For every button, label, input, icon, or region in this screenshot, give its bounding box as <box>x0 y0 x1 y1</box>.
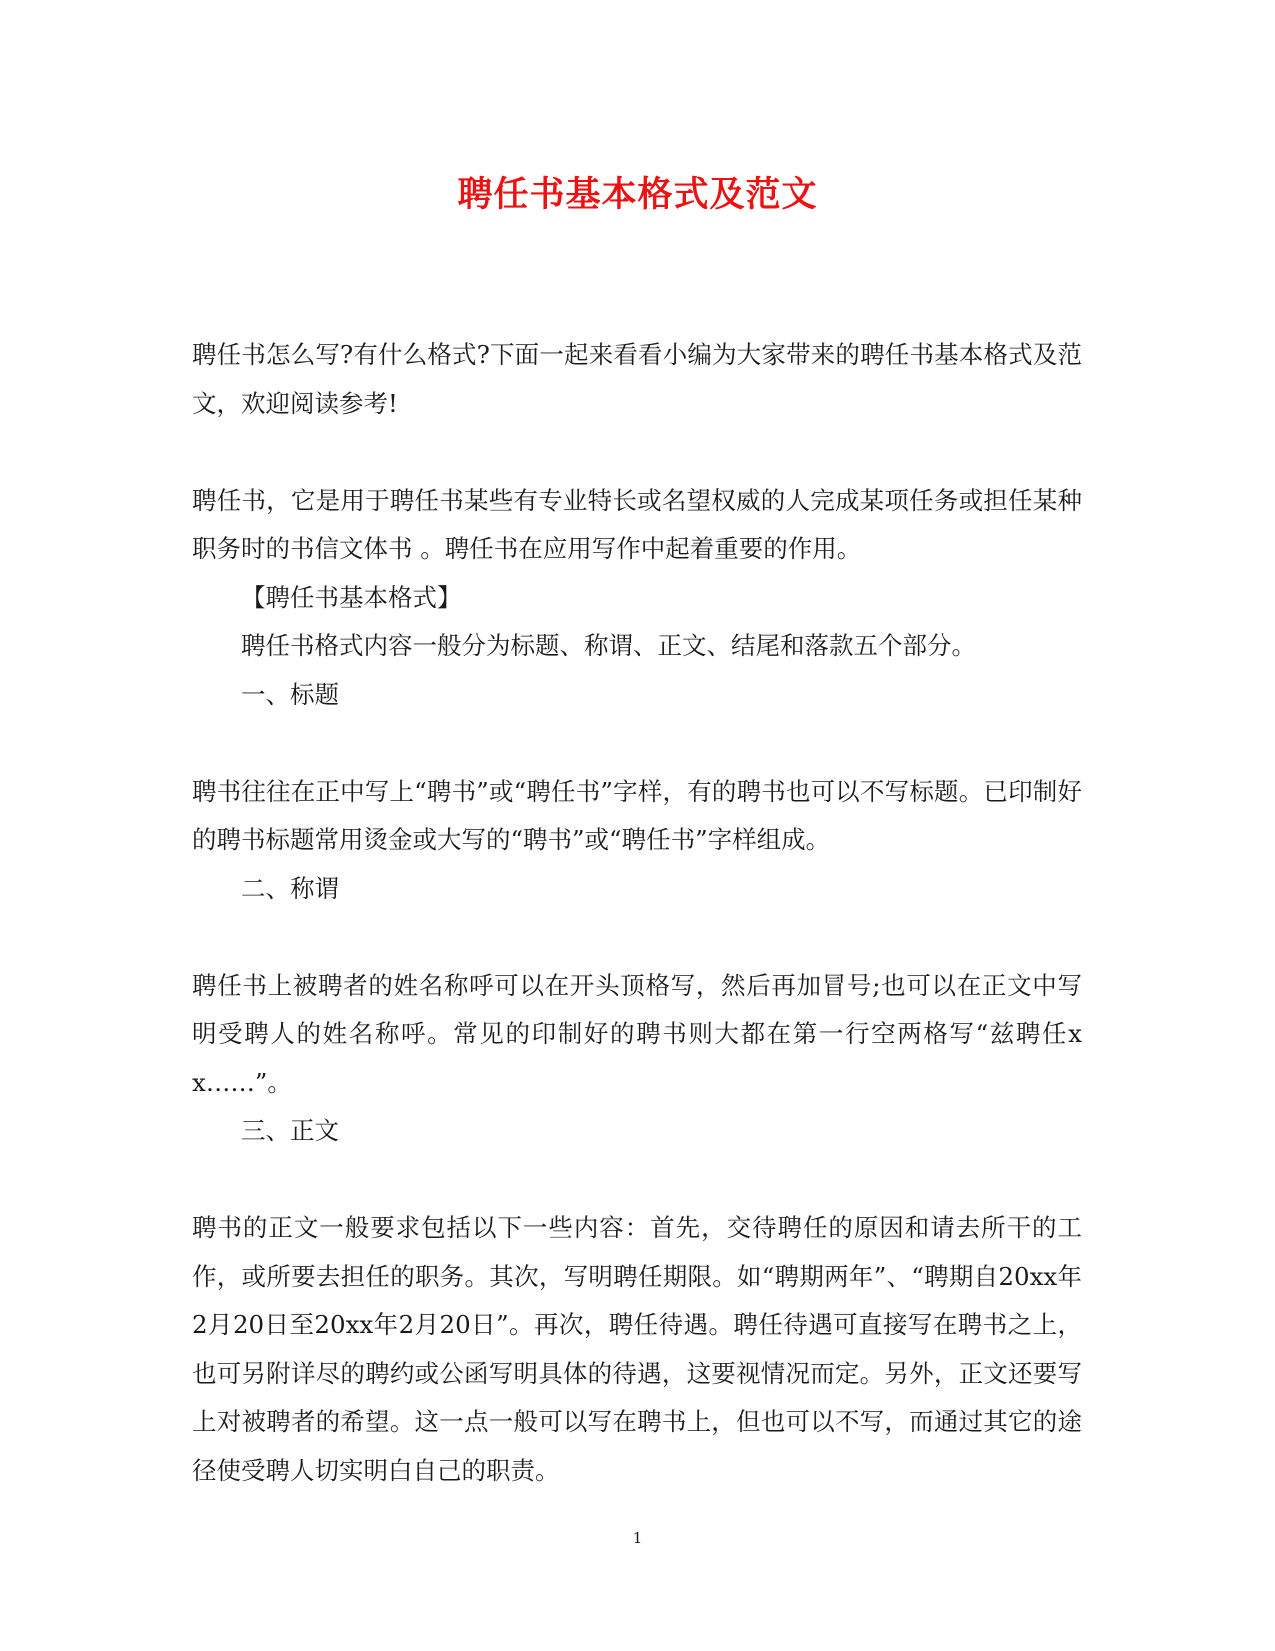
section-heading-format: 【聘任书基本格式】 <box>241 582 462 612</box>
paragraph-body-desc: 聘书的正文一般要求包括以下一些内容：首先，交待聘任的原因和请去所干的工作，或所要去担任的职务。其次，写明聘任期限。如“聘期两年”、“聘期自20xx年2月20日至20xx年2月20日”。再次，聘任待遇。聘任待遇可直接写在聘书之上，也可另附详尽的聘约或公函写明具体的待遇，这要视情况而定。另外，正文还要写上对被聘者的希望。这一点一般可以写在聘书上，但也可以不写，而通过其它的途径使受聘人切实明白自己的职责。 <box>192 1213 1082 1485</box>
paragraph-intro: 聘任书怎么写?有什么格式?下面一起来看看小编为大家带来的聘任书基本格式及范文，欢迎阅读参考! <box>192 340 1082 418</box>
section-heading-title: 一、标题 <box>241 679 339 709</box>
document-body <box>192 331 1082 1495</box>
paragraph-title-desc: 聘书往往在正中写上“聘书”或“聘任书”字样，有的聘书也可以不写标题。已印制好的聘书标题常用烫金或大写的“聘书”或“聘任书”字样组成。 <box>192 776 1082 854</box>
paragraph-definition: 聘任书，它是用于聘任书某些有专业特长或名望权威的人完成某项任务或担任某种职务时的书信文体书 。聘任书在应用写作中起着重要的作用。 <box>192 485 1082 563</box>
document-title: 聘任书基本格式及范文 <box>457 174 818 215</box>
page-number: 1 <box>632 1529 643 1547</box>
paragraph-format-overview: 聘任书格式内容一般分为标题、称谓、正文、结尾和落款五个部分。 <box>241 631 976 660</box>
section-heading-salutation: 二、称谓 <box>241 873 339 903</box>
paragraph-salutation-desc: 聘任书上被聘者的姓名称呼可以在开头顶格写，然后再加冒号;也可以在正文中写明受聘人的姓名称呼。常见的印制好的聘书则大都在第一行空两格写“兹聘任xx……”。 <box>192 970 1082 1097</box>
section-heading-body: 三、正文 <box>241 1116 339 1145</box>
